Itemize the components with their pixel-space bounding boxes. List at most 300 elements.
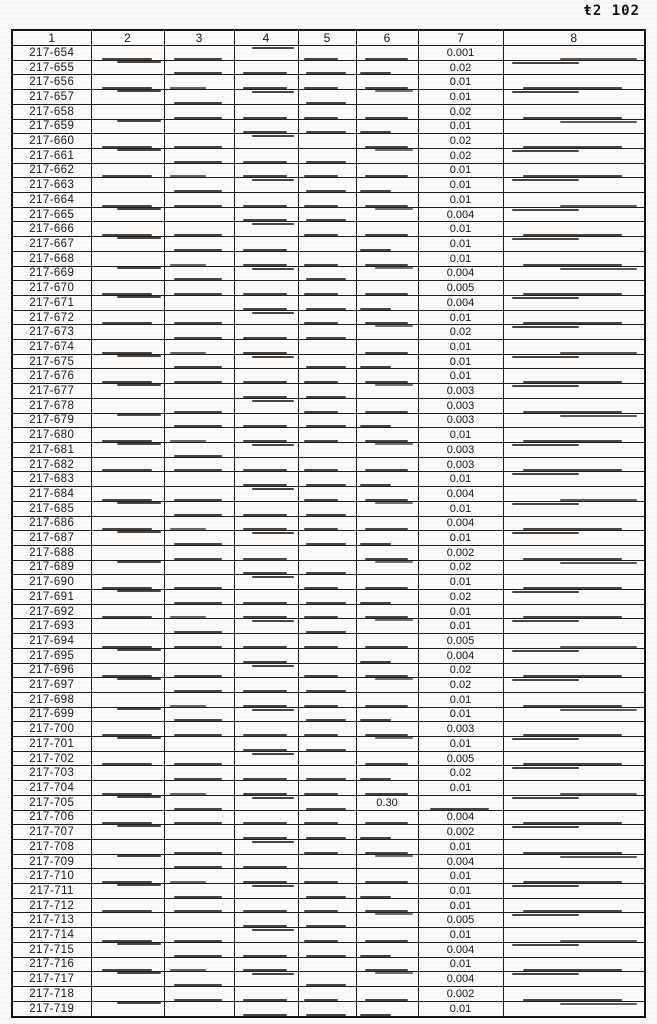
row-id-cell: 217-655 — [12, 60, 91, 75]
value-cell — [234, 590, 298, 605]
value-cell — [503, 604, 645, 619]
table-row — [12, 869, 645, 884]
value-cell — [356, 104, 418, 119]
value-cell — [164, 619, 234, 634]
value-cell — [164, 398, 234, 413]
value-cell — [356, 648, 418, 663]
value-cell: 0.004 — [418, 942, 503, 957]
value-cell — [164, 839, 234, 854]
value-cell — [503, 398, 645, 413]
row-id-cell: 217-701 — [12, 737, 91, 752]
value-cell — [234, 987, 298, 1002]
value-cell — [356, 972, 418, 987]
value-cell — [91, 398, 164, 413]
data-table — [11, 29, 646, 1018]
table-row — [12, 266, 645, 281]
value-cell — [234, 766, 298, 781]
value-cell — [356, 663, 418, 678]
value-cell: 0.003 — [418, 413, 503, 428]
value-cell — [164, 163, 234, 178]
value-cell — [298, 678, 356, 693]
row-id-cell: 217-692 — [12, 604, 91, 619]
value-cell — [234, 222, 298, 237]
value-cell: 0.01 — [418, 884, 503, 899]
value-cell — [91, 839, 164, 854]
value-cell — [356, 898, 418, 913]
value-cell — [503, 90, 645, 105]
value-cell: 0.004 — [418, 266, 503, 281]
value-cell: 0.005 — [418, 913, 503, 928]
value-cell — [503, 501, 645, 516]
value-cell: 0.01 — [418, 531, 503, 546]
row-id-cell: 217-704 — [12, 781, 91, 796]
row-id-cell: 217-658 — [12, 104, 91, 119]
value-cell — [91, 237, 164, 252]
value-cell: 0.004 — [418, 648, 503, 663]
value-cell: 0.005 — [418, 281, 503, 296]
value-cell: 0.01 — [418, 737, 503, 752]
value-cell — [298, 428, 356, 443]
value-cell — [298, 928, 356, 943]
row-id-cell: 217-689 — [12, 560, 91, 575]
table-row — [12, 884, 645, 899]
value-cell — [234, 457, 298, 472]
table-row — [12, 75, 645, 90]
value-cell — [503, 795, 645, 810]
value-cell — [503, 1001, 645, 1017]
value-cell — [503, 913, 645, 928]
value-cell — [298, 619, 356, 634]
value-cell — [234, 810, 298, 825]
value-cell — [356, 707, 418, 722]
value-cell — [91, 795, 164, 810]
value-cell — [298, 207, 356, 222]
value-cell — [298, 310, 356, 325]
value-cell: 0.01 — [418, 692, 503, 707]
row-id-cell: 217-681 — [12, 442, 91, 457]
value-cell — [91, 722, 164, 737]
row-id-cell: 217-715 — [12, 942, 91, 957]
table-row — [12, 46, 645, 61]
value-cell — [234, 692, 298, 707]
row-id-cell: 217-703 — [12, 766, 91, 781]
value-cell — [91, 501, 164, 516]
value-cell — [298, 413, 356, 428]
value-cell — [503, 178, 645, 193]
value-cell — [234, 325, 298, 340]
value-cell — [298, 531, 356, 546]
value-cell — [164, 795, 234, 810]
value-cell: 0.02 — [418, 325, 503, 340]
row-id-cell: 217-713 — [12, 913, 91, 928]
value-cell: 0.01 — [418, 575, 503, 590]
value-cell — [298, 384, 356, 399]
value-cell — [164, 428, 234, 443]
value-cell: 0.01 — [418, 781, 503, 796]
value-cell — [356, 384, 418, 399]
value-cell — [164, 207, 234, 222]
value-cell — [164, 266, 234, 281]
value-cell — [503, 781, 645, 796]
row-id-cell: 217-683 — [12, 472, 91, 487]
value-cell — [298, 457, 356, 472]
row-id-cell: 217-697 — [12, 678, 91, 693]
value-cell — [503, 472, 645, 487]
value-cell — [503, 457, 645, 472]
value-cell — [356, 575, 418, 590]
value-cell — [503, 148, 645, 163]
value-cell: 0.01 — [418, 237, 503, 252]
value-cell: 0.01 — [418, 119, 503, 134]
value-cell — [234, 942, 298, 957]
value-cell — [356, 325, 418, 340]
value-cell — [234, 825, 298, 840]
value-cell — [234, 957, 298, 972]
value-cell — [356, 310, 418, 325]
value-cell: 0.004 — [418, 295, 503, 310]
value-cell — [298, 898, 356, 913]
value-cell — [503, 898, 645, 913]
value-cell — [298, 119, 356, 134]
value-cell — [91, 869, 164, 884]
value-cell — [356, 737, 418, 752]
value-cell — [234, 442, 298, 457]
value-cell: 0.004 — [418, 516, 503, 531]
value-cell — [234, 501, 298, 516]
value-cell — [91, 766, 164, 781]
table-row — [12, 457, 645, 472]
value-cell — [164, 222, 234, 237]
value-cell — [234, 163, 298, 178]
table-row — [12, 810, 645, 825]
value-cell — [503, 60, 645, 75]
value-cell: 0.02 — [418, 60, 503, 75]
value-cell — [356, 619, 418, 634]
value-cell — [356, 222, 418, 237]
value-cell — [234, 134, 298, 149]
table-row — [12, 766, 645, 781]
value-cell — [91, 193, 164, 208]
table-row — [12, 104, 645, 119]
value-cell — [164, 295, 234, 310]
value-cell — [503, 163, 645, 178]
row-id-cell: 217-700 — [12, 722, 91, 737]
value-cell — [234, 560, 298, 575]
value-cell — [234, 722, 298, 737]
value-cell: 0.01 — [418, 898, 503, 913]
value-cell — [298, 237, 356, 252]
value-cell — [234, 90, 298, 105]
value-cell — [91, 707, 164, 722]
value-cell — [503, 545, 645, 560]
value-cell — [164, 590, 234, 605]
value-cell — [91, 545, 164, 560]
row-id-cell: 217-709 — [12, 854, 91, 869]
value-cell — [298, 75, 356, 90]
table-row — [12, 942, 645, 957]
value-cell: 0.003 — [418, 442, 503, 457]
table-row — [12, 119, 645, 134]
table-row — [12, 839, 645, 854]
value-cell — [234, 487, 298, 502]
value-cell — [164, 90, 234, 105]
value-cell — [164, 942, 234, 957]
value-cell — [234, 634, 298, 649]
value-cell — [234, 428, 298, 443]
value-cell — [91, 575, 164, 590]
value-cell — [298, 90, 356, 105]
value-cell — [298, 884, 356, 899]
value-cell — [503, 810, 645, 825]
value-cell: 0.01 — [418, 178, 503, 193]
table-row — [12, 90, 645, 105]
value-cell — [91, 222, 164, 237]
table-row — [12, 281, 645, 296]
value-cell — [503, 369, 645, 384]
value-cell — [91, 384, 164, 399]
value-cell — [164, 354, 234, 369]
table-row — [12, 178, 645, 193]
value-cell — [356, 119, 418, 134]
row-id-cell: 217-708 — [12, 839, 91, 854]
value-cell — [356, 266, 418, 281]
value-cell — [356, 251, 418, 266]
value-cell: 0.002 — [418, 825, 503, 840]
value-cell — [356, 398, 418, 413]
table-row — [12, 913, 645, 928]
value-cell — [234, 60, 298, 75]
value-cell — [298, 369, 356, 384]
value-cell: 0.01 — [418, 310, 503, 325]
value-cell — [164, 193, 234, 208]
value-cell — [503, 193, 645, 208]
value-cell — [91, 134, 164, 149]
value-cell: 0.004 — [418, 487, 503, 502]
value-cell — [298, 575, 356, 590]
value-cell — [356, 781, 418, 796]
value-cell — [503, 987, 645, 1002]
row-id-cell: 217-682 — [12, 457, 91, 472]
value-cell — [503, 634, 645, 649]
value-cell — [164, 678, 234, 693]
value-cell — [356, 722, 418, 737]
value-cell — [356, 442, 418, 457]
value-cell: 0.002 — [418, 545, 503, 560]
table-row — [12, 442, 645, 457]
value-cell — [298, 942, 356, 957]
value-cell — [164, 501, 234, 516]
value-cell — [164, 325, 234, 340]
value-cell — [298, 766, 356, 781]
value-cell — [503, 295, 645, 310]
table-row — [12, 781, 645, 796]
value-cell — [356, 869, 418, 884]
value-cell — [356, 413, 418, 428]
value-cell — [298, 692, 356, 707]
value-cell — [234, 398, 298, 413]
value-cell — [164, 340, 234, 355]
value-cell — [234, 913, 298, 928]
value-cell — [503, 266, 645, 281]
row-id-cell: 217-672 — [12, 310, 91, 325]
table-row — [12, 487, 645, 502]
value-cell — [91, 354, 164, 369]
table-row — [12, 148, 645, 163]
value-cell — [234, 619, 298, 634]
table-row — [12, 678, 645, 693]
value-cell: 0.02 — [418, 766, 503, 781]
value-cell: 0.01 — [418, 839, 503, 854]
value-cell — [91, 942, 164, 957]
value-cell — [91, 295, 164, 310]
value-cell — [356, 678, 418, 693]
value-cell — [91, 457, 164, 472]
value-cell — [503, 340, 645, 355]
value-cell: 0.01 — [418, 869, 503, 884]
value-cell — [503, 957, 645, 972]
value-cell — [164, 737, 234, 752]
value-cell: 0.01 — [418, 928, 503, 943]
row-id-cell: 217-678 — [12, 398, 91, 413]
value-cell — [164, 237, 234, 252]
value-cell — [91, 781, 164, 796]
column-header: 1 — [12, 30, 91, 46]
value-cell — [234, 472, 298, 487]
value-cell — [298, 987, 356, 1002]
table-row — [12, 928, 645, 943]
value-cell — [356, 957, 418, 972]
value-cell — [91, 648, 164, 663]
value-cell — [164, 957, 234, 972]
row-id-cell: 217-719 — [12, 1001, 91, 1017]
value-cell — [91, 325, 164, 340]
value-cell: 0.01 — [418, 501, 503, 516]
table-row — [12, 207, 645, 222]
value-cell — [503, 222, 645, 237]
value-cell — [298, 560, 356, 575]
value-cell — [503, 928, 645, 943]
row-id-cell: 217-667 — [12, 237, 91, 252]
row-id-cell: 217-679 — [12, 413, 91, 428]
value-cell — [356, 810, 418, 825]
value-cell — [164, 825, 234, 840]
value-cell — [298, 487, 356, 502]
value-cell — [503, 648, 645, 663]
row-id-cell: 217-665 — [12, 207, 91, 222]
table-row — [12, 222, 645, 237]
row-id-cell: 217-699 — [12, 707, 91, 722]
value-cell — [91, 692, 164, 707]
table-row — [12, 428, 645, 443]
column-header: 7 — [418, 30, 503, 46]
value-cell — [356, 487, 418, 502]
value-cell — [91, 1001, 164, 1017]
value-cell — [298, 810, 356, 825]
row-id-cell: 217-690 — [12, 575, 91, 590]
value-cell — [298, 634, 356, 649]
row-id-cell: 217-684 — [12, 487, 91, 502]
value-cell — [91, 46, 164, 61]
row-id-cell: 217-687 — [12, 531, 91, 546]
table-row — [12, 472, 645, 487]
value-cell — [298, 972, 356, 987]
value-cell — [356, 928, 418, 943]
value-cell — [234, 119, 298, 134]
value-cell — [503, 531, 645, 546]
value-cell — [356, 692, 418, 707]
value-cell — [503, 237, 645, 252]
row-id-cell: 217-698 — [12, 692, 91, 707]
value-cell — [91, 751, 164, 766]
row-id-cell: 217-662 — [12, 163, 91, 178]
value-cell — [164, 413, 234, 428]
value-cell — [298, 148, 356, 163]
value-cell — [164, 104, 234, 119]
value-cell — [503, 281, 645, 296]
value-cell: 0.01 — [418, 340, 503, 355]
value-cell — [164, 545, 234, 560]
value-cell — [234, 193, 298, 208]
value-cell — [298, 781, 356, 796]
value-cell: 0.01 — [418, 472, 503, 487]
value-cell — [503, 104, 645, 119]
table-row — [12, 795, 645, 810]
value-cell — [356, 766, 418, 781]
value-cell — [356, 281, 418, 296]
value-cell — [298, 295, 356, 310]
table-row — [12, 707, 645, 722]
value-cell — [356, 193, 418, 208]
value-cell — [164, 251, 234, 266]
value-cell — [503, 854, 645, 869]
row-id-cell: 217-716 — [12, 957, 91, 972]
value-cell: 0.003 — [418, 384, 503, 399]
value-cell — [298, 854, 356, 869]
value-cell — [234, 237, 298, 252]
value-cell — [356, 163, 418, 178]
value-cell — [234, 295, 298, 310]
value-cell — [234, 46, 298, 61]
value-cell — [298, 266, 356, 281]
table-row — [12, 295, 645, 310]
row-id-cell: 217-685 — [12, 501, 91, 516]
value-cell — [356, 148, 418, 163]
value-cell: 0.02 — [418, 148, 503, 163]
value-cell — [298, 134, 356, 149]
value-cell — [91, 340, 164, 355]
value-cell — [164, 663, 234, 678]
value-cell — [234, 751, 298, 766]
value-cell: 0.005 — [418, 751, 503, 766]
value-cell — [164, 766, 234, 781]
value-cell — [356, 604, 418, 619]
page-label: ŧ2 102 — [583, 3, 640, 19]
value-cell — [91, 413, 164, 428]
value-cell — [164, 516, 234, 531]
value-cell: 0.004 — [418, 972, 503, 987]
value-cell — [234, 340, 298, 355]
value-cell — [503, 413, 645, 428]
value-cell: 0.004 — [418, 854, 503, 869]
value-cell — [91, 854, 164, 869]
value-cell — [356, 75, 418, 90]
table-row — [12, 648, 645, 663]
value-cell — [164, 781, 234, 796]
table-row — [12, 957, 645, 972]
row-id-cell: 217-660 — [12, 134, 91, 149]
value-cell — [356, 501, 418, 516]
value-cell — [234, 207, 298, 222]
